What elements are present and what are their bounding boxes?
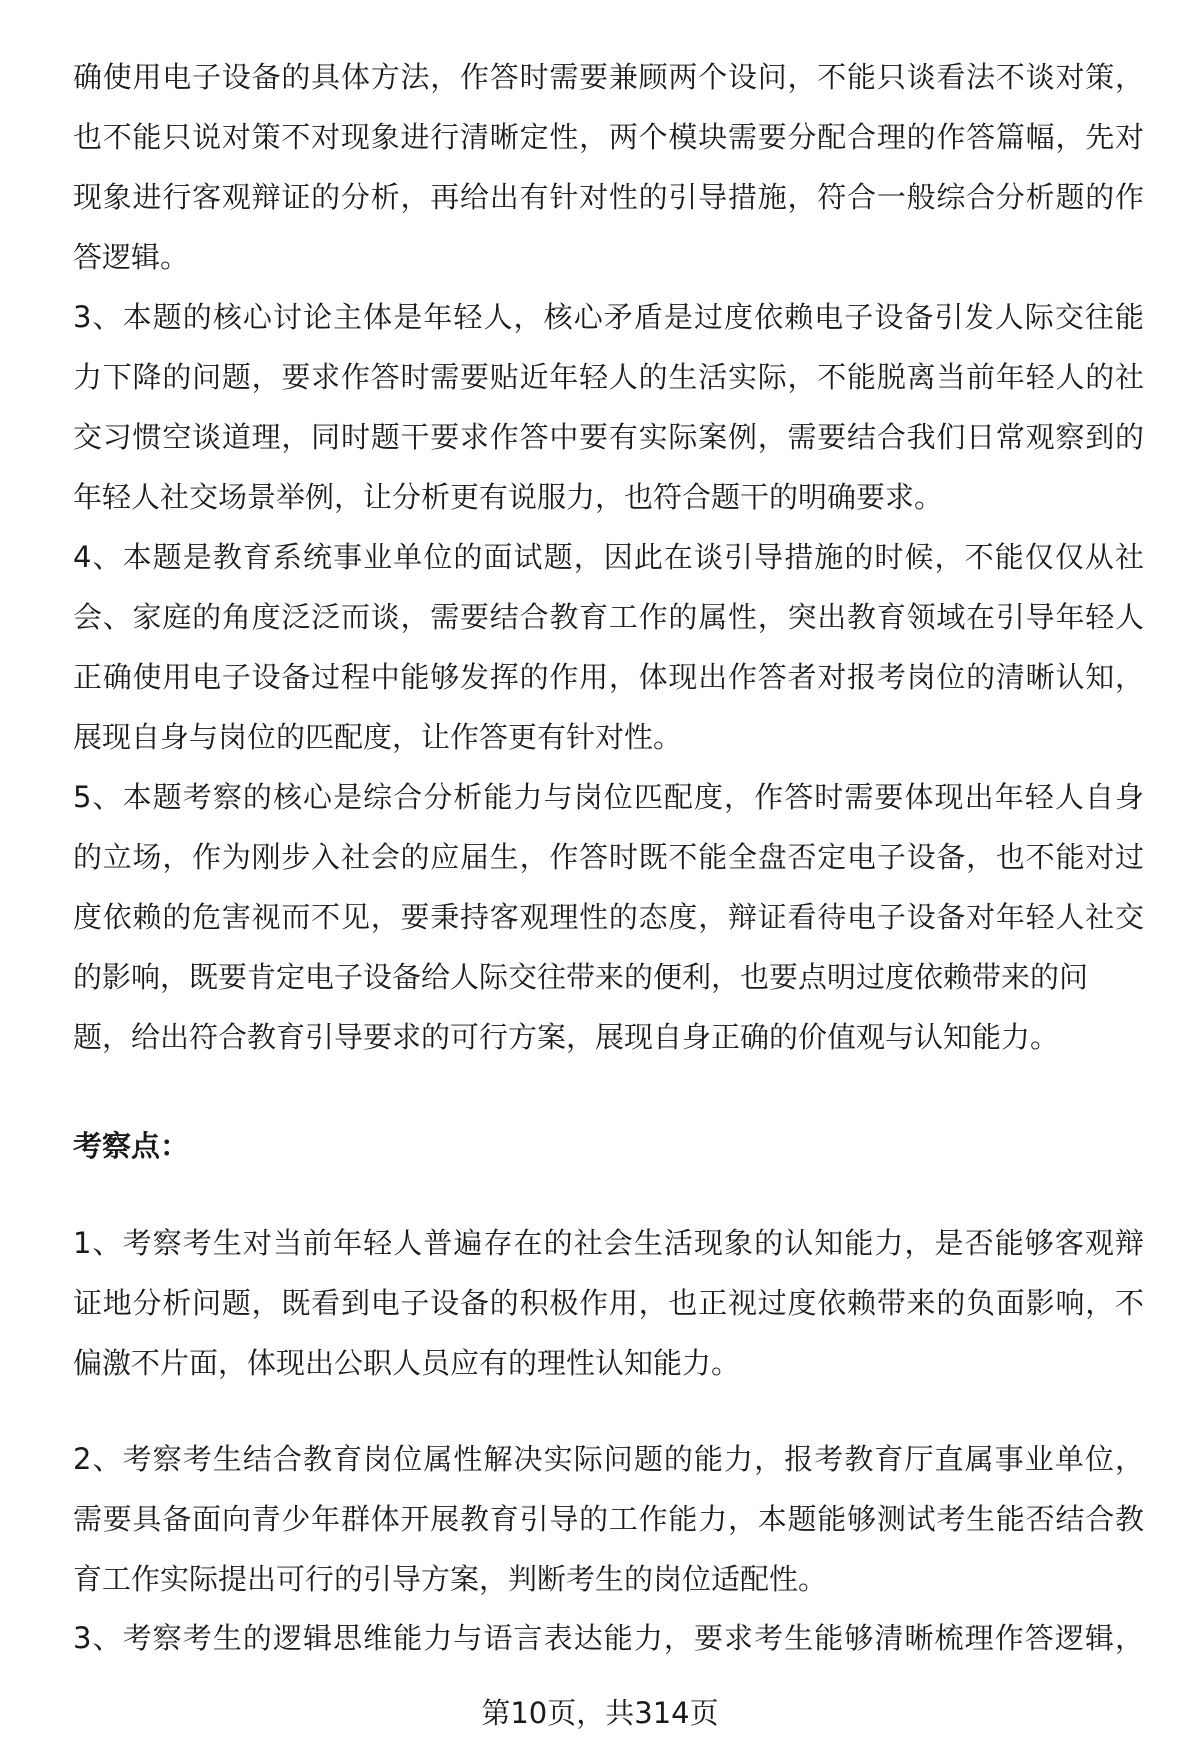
point-3 (73, 1608, 1144, 1668)
text-line: 4、本题是教育系统事业单位的面试题，因此在谈引导措施的时候，不能仅仅从社 (73, 540, 1144, 574)
text-line: 确使用电子设备的具体方法，作答时需要兼顾两个设问，不能只谈看法不谈对策， (73, 60, 1144, 94)
text-line: 力下降的问题，要求作答时需要贴近年轻人的生活实际，不能脱离当前年轻人的社 (73, 360, 1144, 394)
paragraph-4 (73, 527, 1144, 767)
point-1 (73, 1213, 1144, 1393)
text-line: 3、考察考生的逻辑思维能力与语言表达能力，要求考生能够清晰梳理作答逻辑， (73, 1621, 1144, 1655)
point-2 (73, 1429, 1144, 1609)
text-line: 也不能只说对策不对现象进行清晰定性，两个模块需要分配合理的作答篇幅，先对 (73, 120, 1144, 154)
text-line: 1、考察考生对当前年轻人普遍存在的社会生活现象的认知能力，是否能够客观辩 (73, 1226, 1144, 1260)
text-line: 度依赖的危害视而不见，要秉持客观理性的态度，辩证看待电子设备对年轻人社交 (73, 900, 1144, 934)
text-line: 证地分析问题，既看到电子设备的积极作用，也正视过度依赖带来的负面影响，不 (73, 1286, 1144, 1320)
text-line: 3、本题的核心讨论主体是年轻人，核心矛盾是过度依赖电子设备引发人际交往能 (73, 300, 1144, 334)
analysis-paragraphs (73, 47, 1144, 1067)
text-line: 的立场，作为刚步入社会的应届生，作答时既不能全盘否定电子设备，也不能对过 (73, 840, 1144, 874)
page-number: 第10页，共314页 (481, 1696, 719, 1730)
text-line: 题，给出符合教育引导要求的可行方案，展现自身正确的价值观与认知能力。 (73, 1020, 1060, 1054)
text-line: 年轻人社交场景举例，让分析更有说服力，也符合题干的明确要求。 (73, 480, 944, 514)
text-line: 的影响，既要肯定电子设备给人际交往带来的便利，也要点明过度依赖带来的问 (73, 960, 1089, 994)
text-line: 需要具备面向青少年群体开展教育引导的工作能力，本题能够测试考生能否结合教 (73, 1502, 1144, 1536)
paragraph-1 (73, 47, 1144, 287)
section-heading (73, 1116, 1144, 1176)
text-line: 交习惯空谈道理，同时题干要求作答中要有实际案例，需要结合我们日常观察到的 (73, 420, 1144, 454)
paragraph-3 (73, 287, 1144, 527)
text-line: 现象进行客观辩证的分析，再给出有针对性的引导措施，符合一般综合分析题的作 (73, 180, 1144, 214)
section-title: 考察点： (73, 1129, 190, 1163)
text-line: 2、考察考生结合教育岗位属性解决实际问题的能力，报考教育厅直属事业单位， (73, 1442, 1144, 1476)
text-line: 展现自身与岗位的匹配度，让作答更有针对性。 (73, 720, 683, 754)
paragraph-5 (73, 767, 1144, 1067)
text-line: 育工作实际提出可行的引导方案，判断考生的岗位适配性。 (73, 1562, 828, 1596)
text-line: 答逻辑。 (73, 240, 190, 274)
text-line: 5、本题考察的核心是综合分析能力与岗位匹配度，作答时需要体现出年轻人自身 (73, 780, 1144, 814)
text-line: 偏激不片面，体现出公职人员应有的理性认知能力。 (73, 1346, 741, 1380)
text-line: 会、家庭的角度泛泛而谈，需要结合教育工作的属性，突出教育领域在引导年轻人 (73, 600, 1144, 634)
text-line: 正确使用电子设备过程中能够发挥的作用，体现出作答者对报考岗位的清晰认知， (73, 660, 1144, 694)
